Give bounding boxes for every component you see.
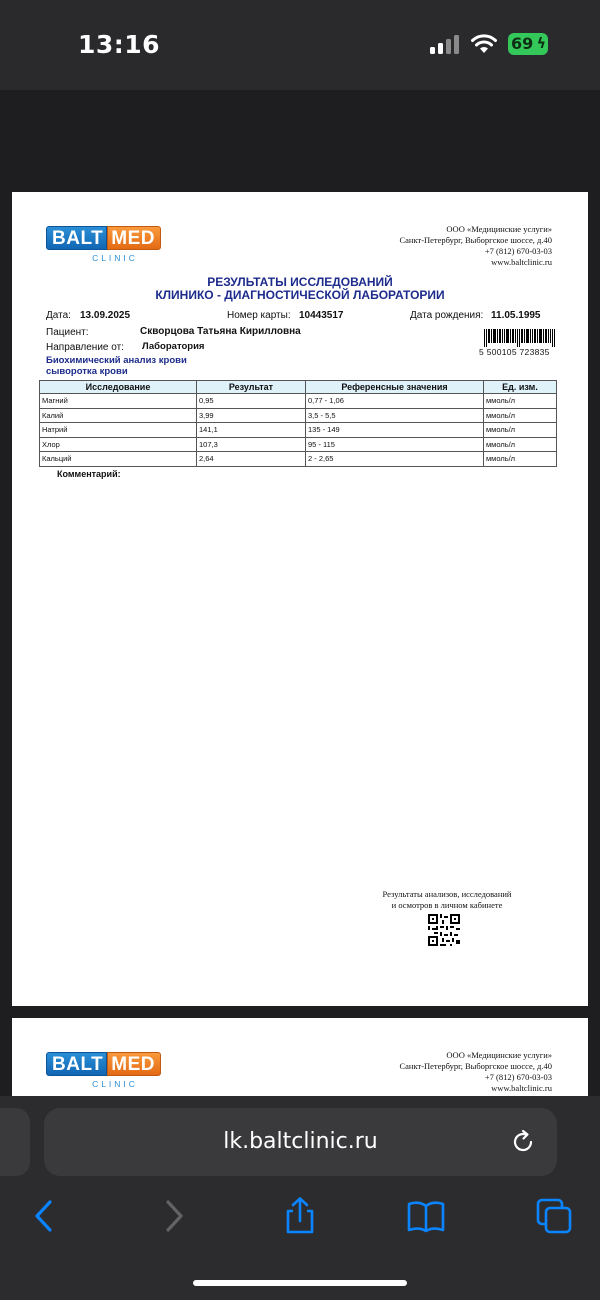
referral-value: Лаборатория [142,341,205,352]
sample-type: сыворотка крови [46,366,128,377]
logo-part-med: MED [107,1052,161,1076]
company-phone: +7 (812) 670-03-03 [484,246,552,256]
company-phone: +7 (812) 670-03-03 [484,1072,552,1082]
column-header-test: Исследование [40,381,197,394]
test-reference: 3,5 - 5,5 [306,408,484,423]
document-page-2 [12,1018,588,1096]
browser-toolbar [0,1096,600,1300]
document-viewer[interactable] [0,90,600,1096]
table-row [40,437,557,452]
date-label: Дата: [46,310,71,321]
table-row [40,408,557,423]
url-text[interactable]: lk.baltclinic.ru [223,1129,378,1154]
test-units: ммоль/л [484,394,557,409]
table-row [40,452,557,467]
bolt-icon: ϟ [536,36,546,52]
patient-name: Скворцова Татьяна Кирилловна [140,326,301,337]
status-bar [0,0,600,90]
address-bar[interactable] [44,1108,557,1176]
test-units: ммоль/л [484,437,557,452]
back-icon[interactable] [24,1196,64,1236]
test-name: Магний [40,394,197,409]
logo-part-balt: BALT [46,226,107,250]
logo-subtitle: CLINIC [92,253,138,263]
results-table [39,380,557,467]
battery-indicator [508,33,548,55]
logo-subtitle: CLINIC [92,1079,138,1089]
test-result: 3,99 [197,408,306,423]
test-result: 107,3 [197,437,306,452]
test-units: ммоль/л [484,423,557,438]
company-info [399,224,552,268]
qr-caption-line-1: Результаты анализов, исследований [382,889,512,899]
wifi-icon [470,33,498,55]
company-address: Санкт-Петербург, Выборгское шоссе, д.40 [399,235,552,245]
table-header-row [40,381,557,394]
test-name: Калий [40,408,197,423]
company-info [399,1050,552,1094]
date-value: 13.09.2025 [80,310,131,321]
test-name: Хлор [40,437,197,452]
qr-caption-line-2: и осмотров в личном кабинете [391,900,503,910]
company-website: www.baltclinic.ru [491,1083,552,1093]
company-website: www.baltclinic.ru [491,257,552,267]
barcode-number: 5 500105 723835 [479,347,550,357]
birth-value: 11.05.1995 [491,310,541,321]
status-time: 13:16 [78,30,161,59]
patient-label: Пациент: [46,327,89,338]
test-name: Натрий [40,423,197,438]
baltmed-logo [46,1052,170,1089]
test-result: 0,95 [197,394,306,409]
signal-icon [430,35,460,54]
test-reference: 2 - 2,65 [306,452,484,467]
test-reference: 0,77 - 1,06 [306,394,484,409]
document-title: РЕЗУЛЬТАТЫ ИССЛЕДОВАНИЙ [207,275,393,289]
column-header-reference: Референсные значения [306,381,484,394]
test-reference: 135 - 149 [306,423,484,438]
card-label: Номер карты: [227,310,291,321]
battery-level: 69 [511,34,534,53]
previous-tab-preview[interactable] [0,1108,30,1176]
table-row [40,423,557,438]
column-header-result: Результат [197,381,306,394]
test-name: Кальций [40,452,197,467]
test-units: ммоль/л [484,452,557,467]
comment-label: Комментарий: [57,469,121,479]
logo-part-med: MED [107,226,161,250]
company-name: ООО «Медицинские услуги» [446,224,552,234]
document-subtitle: КЛИНИКО - ДИАГНОСТИЧЕСКОЙ ЛАБОРАТОРИИ [155,288,445,302]
reload-icon[interactable] [509,1128,537,1156]
column-header-units: Ед. изм. [484,381,557,394]
barcode [484,329,556,347]
birth-label: Дата рождения: [410,310,484,321]
share-icon[interactable] [280,1196,320,1236]
document-page-1 [12,192,588,1006]
forward-icon[interactable] [154,1196,194,1236]
referral-label: Направление от: [46,342,124,353]
card-value: 10443517 [299,310,344,321]
baltmed-logo [46,226,170,263]
qr-code [428,914,460,946]
logo-part-balt: BALT [46,1052,107,1076]
tabs-icon[interactable] [534,1196,574,1236]
bookmarks-icon[interactable] [406,1196,446,1236]
company-address: Санкт-Петербург, Выборгское шоссе, д.40 [399,1061,552,1071]
company-name: ООО «Медицинские услуги» [446,1050,552,1060]
test-result: 141,1 [197,423,306,438]
test-units: ммоль/л [484,408,557,423]
test-result: 2,64 [197,452,306,467]
test-reference: 95 - 115 [306,437,484,452]
home-indicator [193,1280,407,1286]
table-row [40,394,557,409]
analysis-type: Биохимический анализ крови [46,355,187,366]
